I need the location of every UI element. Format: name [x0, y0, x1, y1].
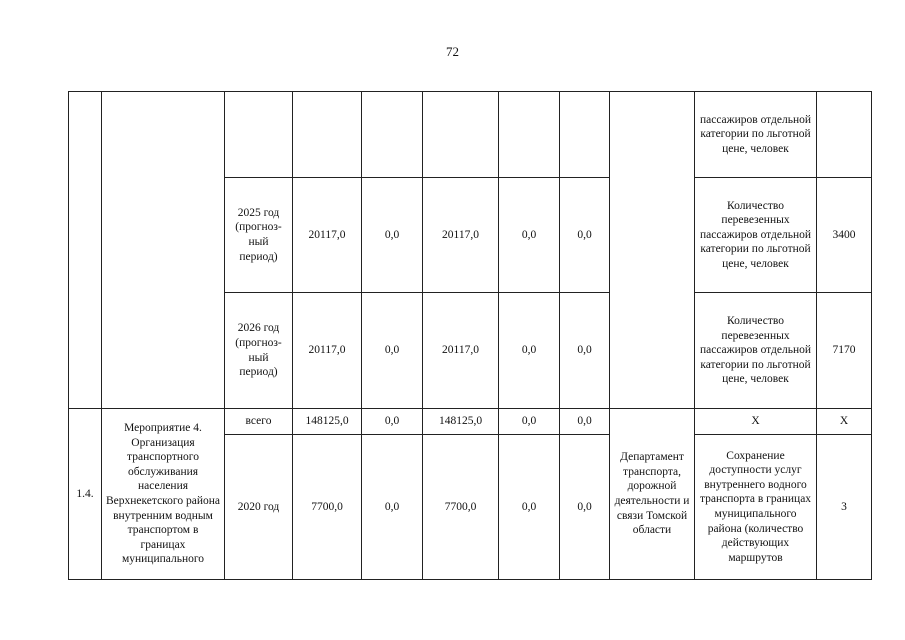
local-cell: 0,0	[499, 293, 560, 409]
regional-cell: 148125,0	[423, 409, 499, 435]
year-cell: 2025 год (прогноз-ный период)	[225, 178, 293, 293]
total-cell: 20117,0	[293, 293, 362, 409]
federal-cell: 0,0	[362, 435, 423, 580]
executor-cell: Департамент транспорта, дорожной деятельности и связи Томской области	[610, 409, 695, 580]
indicator-cell: X	[695, 409, 817, 435]
year-cell: 2026 год (прогноз-ный период)	[225, 293, 293, 409]
regional-cell: 20117,0	[423, 178, 499, 293]
table-row	[69, 92, 872, 178]
year-cell-empty	[225, 92, 293, 178]
other-cell: 0,0	[560, 409, 610, 435]
indicator-value-cell: 3400	[817, 178, 872, 293]
regional-cell: 7700,0	[423, 435, 499, 580]
indicator-value-cell-empty	[817, 92, 872, 178]
federal-cell-empty	[362, 92, 423, 178]
table-row	[69, 409, 872, 435]
total-cell: 148125,0	[293, 409, 362, 435]
other-cell: 0,0	[560, 435, 610, 580]
indicator-cell: Количество перевезенных пассажиров отдельной категории по льготной цене, человек	[695, 178, 817, 293]
indicator-value-cell: 7170	[817, 293, 872, 409]
indicator-cell: Сохранение доступности услуг внутреннего водного транспорта в границах муниципального района (количество действующих маршрутов	[695, 435, 817, 580]
measure-name-cell-empty	[102, 92, 225, 409]
total-cell: 20117,0	[293, 178, 362, 293]
federal-cell: 0,0	[362, 409, 423, 435]
other-cell: 0,0	[560, 293, 610, 409]
local-cell-empty	[499, 92, 560, 178]
measure-name-cell: Мероприятие 4. Организация транспортного обслуживания населения Верхнекетского района внутренним водным транспортом в границах муниципального	[102, 409, 225, 580]
regional-cell: 20117,0	[423, 293, 499, 409]
federal-cell: 0,0	[362, 178, 423, 293]
executor-cell-empty	[610, 92, 695, 409]
page-number: 72	[446, 44, 459, 59]
indicator-cell: Количество перевезенных пассажиров отдельной категории по льготной цене, человек	[695, 293, 817, 409]
other-cell: 0,0	[560, 178, 610, 293]
total-cell: 7700,0	[293, 435, 362, 580]
number-cell-empty	[69, 92, 102, 409]
local-cell: 0,0	[499, 435, 560, 580]
local-cell: 0,0	[499, 409, 560, 435]
year-cell: всего	[225, 409, 293, 435]
federal-cell: 0,0	[362, 293, 423, 409]
regional-cell-empty	[423, 92, 499, 178]
indicator-value-cell: X	[817, 409, 872, 435]
program-table	[68, 91, 872, 580]
year-cell: 2020 год	[225, 435, 293, 580]
indicator-cell: пассажиров отдельной категории по льготной цене, человек	[695, 92, 817, 178]
indicator-value-cell: 3	[817, 435, 872, 580]
other-cell-empty	[560, 92, 610, 178]
local-cell: 0,0	[499, 178, 560, 293]
total-cell-empty	[293, 92, 362, 178]
measure-number-cell: 1.4.	[69, 409, 102, 580]
